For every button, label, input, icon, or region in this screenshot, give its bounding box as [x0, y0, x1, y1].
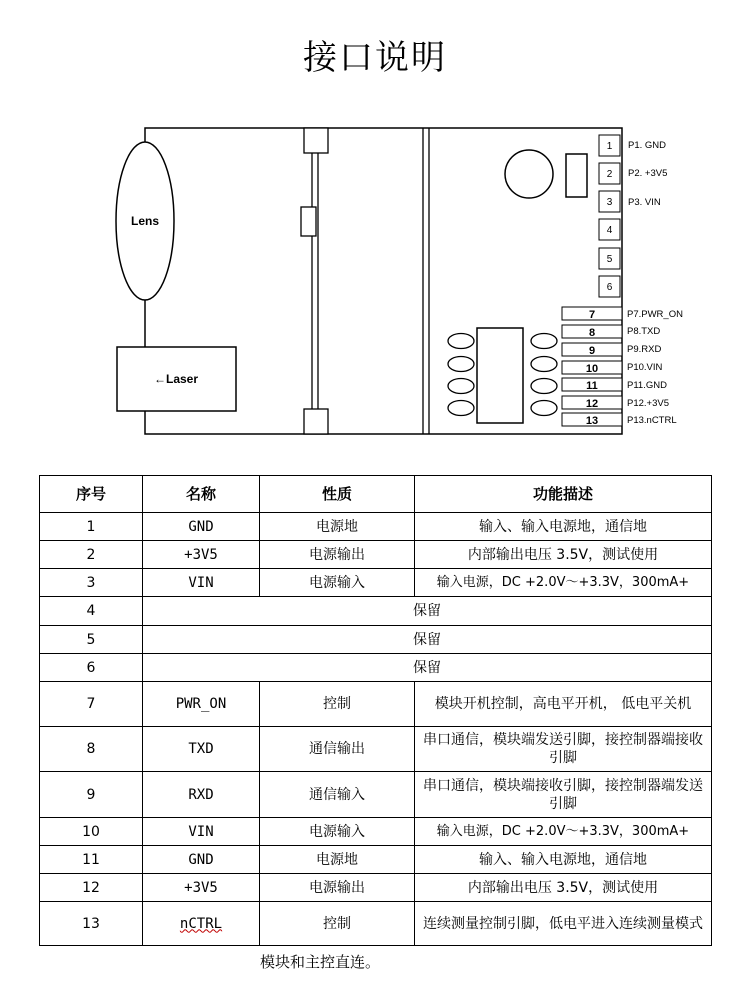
cell-type: 电源输入 — [260, 818, 415, 846]
cell-name: TXD — [143, 727, 260, 772]
cell-type: 电源地 — [260, 846, 415, 874]
cell-desc: 串口通信，模块端发送引脚，接控制器端接收引脚 — [415, 727, 712, 772]
cell-desc: 连续测量控制引脚，低电平进入连续测量模式 — [415, 902, 712, 946]
cell-no: 5 — [40, 626, 143, 654]
pin-number: 4 — [606, 225, 613, 236]
cell-reserved: 保留 — [143, 654, 712, 682]
module-diagram — [0, 0, 750, 470]
ic-chip — [477, 328, 523, 423]
cell-desc: 输入电源，DC +2.0V～+3.3V，300mA+ — [415, 569, 712, 597]
pin-number: 11 — [586, 380, 598, 392]
table-row — [40, 654, 712, 682]
table-row — [40, 874, 712, 902]
pin-number: 8 — [588, 327, 596, 339]
cell-name: RXD — [143, 772, 260, 818]
pin-spec-table — [39, 475, 712, 946]
pin-label: P7.PWR_ON — [627, 309, 683, 320]
table-row — [40, 846, 712, 874]
pin-number: 12 — [585, 398, 599, 410]
pin-label: P11.GND — [627, 380, 667, 391]
pin-number: 2 — [606, 169, 613, 180]
pin-label: P13.nCTRL — [627, 415, 677, 426]
ic-pad — [448, 357, 474, 372]
cell-no: 4 — [40, 597, 143, 626]
rail-block-bottom — [304, 409, 328, 434]
cell-no: 1 — [40, 513, 143, 541]
cell-desc: 内部输出电压 3.5V，测试使用 — [415, 541, 712, 569]
cell-no: 13 — [40, 902, 143, 946]
pin-label: P9.RXD — [627, 344, 662, 355]
cell-desc: 输入电源，DC +2.0V～+3.3V，300mA+ — [415, 818, 712, 846]
cell-type: 通信输入 — [260, 772, 415, 818]
cell-desc: 内部输出电压 3.5V，测试使用 — [415, 874, 712, 902]
table-row — [40, 569, 712, 597]
cell-desc: 输入、输入电源地，通信地 — [415, 846, 712, 874]
cell-desc: 模块开机控制，高电平开机， 低电平关机 — [415, 682, 712, 727]
table-row — [40, 682, 712, 727]
page-title: 接口说明 — [303, 38, 447, 78]
cell-no: 3 — [40, 569, 143, 597]
pin-number: 6 — [606, 282, 613, 293]
cell-type: 电源输出 — [260, 541, 415, 569]
cell-desc: 输入、输入电源地，通信地 — [415, 513, 712, 541]
table-row — [40, 902, 712, 946]
pin-label: P3. VIN — [628, 197, 661, 208]
ic-pad — [531, 334, 557, 349]
cell-reserved: 保留 — [143, 597, 712, 626]
table-row — [40, 626, 712, 654]
pin-number: 13 — [585, 415, 599, 427]
cell-no: 11 — [40, 846, 143, 874]
pin-label: P8.TXD — [627, 326, 661, 337]
round-component — [505, 150, 553, 198]
cell-type: 控制 — [260, 902, 415, 946]
cell-no: 8 — [40, 727, 143, 772]
cell-type: 电源输入 — [260, 569, 415, 597]
table-row — [40, 818, 712, 846]
cell-no: 10 — [40, 818, 143, 846]
ic-pad — [448, 334, 474, 349]
laser-label: ←Laser — [153, 372, 199, 386]
cell-no: 7 — [40, 682, 143, 727]
column-header: 性质 — [260, 476, 415, 513]
pin-group-top — [599, 135, 667, 297]
lens-label: Lens — [130, 214, 160, 228]
cell-name: VIN — [143, 569, 260, 597]
ic-pad — [531, 401, 557, 416]
cell-name: GND — [143, 846, 260, 874]
ic-pad — [448, 379, 474, 394]
table-header-row — [40, 476, 712, 513]
pin-number: 3 — [606, 197, 613, 208]
cell-type: 控制 — [260, 682, 415, 727]
cell-no: 2 — [40, 541, 143, 569]
cell-name: GND — [143, 513, 260, 541]
rail-block-top — [304, 128, 328, 153]
cell-no: 6 — [40, 654, 143, 682]
table-row — [40, 772, 712, 818]
cell-name: nCTRL — [179, 915, 223, 932]
pin-label: P1. GND — [628, 140, 667, 151]
cell-type: 电源地 — [260, 513, 415, 541]
cell-desc: 串口通信，模块端接收引脚，接控制器端发送引脚 — [415, 772, 712, 818]
ic-pad — [531, 379, 557, 394]
cell-reserved: 保留 — [143, 626, 712, 654]
cell-name: VIN — [143, 818, 260, 846]
rail-block-mid — [301, 207, 316, 236]
table-row — [40, 597, 712, 626]
table-row — [40, 727, 712, 772]
cell-type: 通信输出 — [260, 727, 415, 772]
small-component — [566, 154, 587, 197]
cell-no: 12 — [40, 874, 143, 902]
footnote: 模块和主控直连。 — [260, 953, 381, 971]
table-row — [40, 513, 712, 541]
cell-name: PWR_ON — [143, 682, 260, 727]
column-header: 序号 — [40, 476, 143, 513]
column-header: 功能描述 — [415, 476, 712, 513]
cell-name: +3V5 — [143, 874, 260, 902]
pin-label: P10.VIN — [627, 362, 663, 373]
column-header: 名称 — [143, 476, 260, 513]
cell-no: 9 — [40, 772, 143, 818]
cell-name: +3V5 — [143, 541, 260, 569]
pin-label: P2. +3V5 — [628, 168, 668, 179]
pin-number: 7 — [588, 309, 596, 321]
pin-number: 9 — [588, 345, 596, 357]
pin-number: 5 — [606, 254, 613, 265]
ic-pad — [448, 401, 474, 416]
pin-number: 1 — [606, 141, 613, 152]
cell-type: 电源输出 — [260, 874, 415, 902]
ic-pad — [531, 357, 557, 372]
table-row — [40, 541, 712, 569]
pin-number: 10 — [585, 363, 599, 375]
pin-label: P12.+3V5 — [627, 398, 669, 409]
